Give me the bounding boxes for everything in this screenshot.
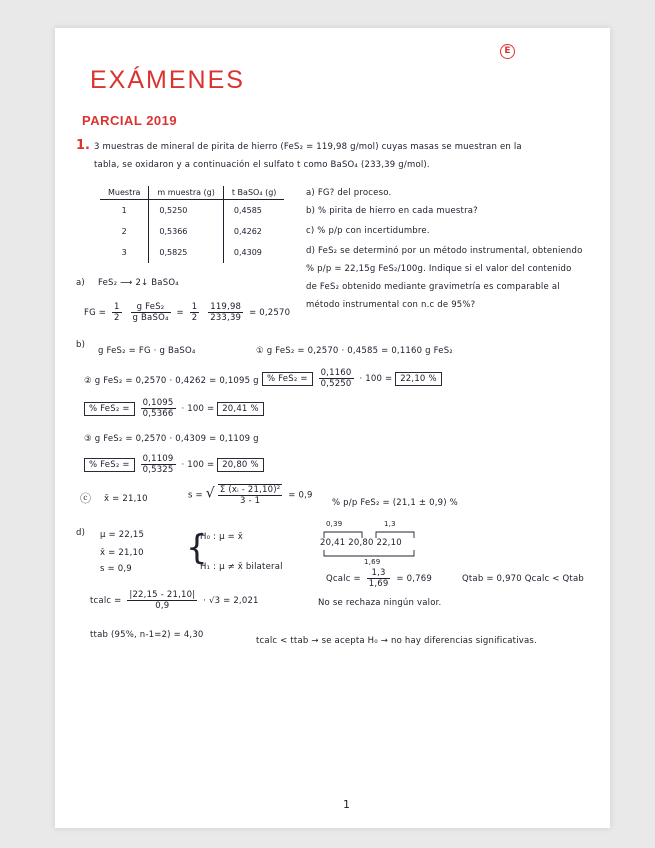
- table-header: t BaSO₄ (g): [223, 186, 284, 200]
- problem-number: 1.: [76, 138, 90, 153]
- std-dev-label: s =: [188, 490, 203, 501]
- part-b-formula: g FeS₂ = FG · g BaSO₄: [98, 346, 196, 356]
- equals-sign: =: [176, 308, 184, 318]
- table-cell: 0,5366: [149, 221, 223, 242]
- fraction-numerator: 1,3: [367, 568, 391, 579]
- samples-table-container: [100, 186, 284, 263]
- part-d-xbar: x̄ = 21,10: [100, 548, 144, 558]
- sample3-percent: [84, 454, 264, 475]
- fraction-numerator: 1: [191, 302, 198, 312]
- t-calc-result: · √3 = 2,021: [203, 596, 259, 606]
- q-tab: Qtab = 0,970 Qcalc < Qtab: [462, 574, 584, 584]
- fraction-denominator: 1,69: [368, 579, 389, 589]
- fraction-numerator: 119,98: [210, 302, 242, 312]
- fraction-denominator: 2: [114, 313, 120, 323]
- sample2-times: · 100 =: [181, 404, 215, 414]
- fraction-numerator: Σ (xᵢ - 21,10)²: [219, 485, 281, 495]
- fraction-denominator: g BaSO₄: [132, 313, 169, 323]
- table-header: Muestra: [100, 186, 149, 200]
- q-calc-label: Qcalc =: [326, 574, 361, 584]
- q-calc-result: = 0,769: [396, 574, 432, 584]
- sample3-times: · 100 =: [181, 460, 215, 470]
- fraction-numerator: |22,15 - 21,10|: [129, 590, 196, 600]
- table-cell: 2: [121, 227, 127, 236]
- sample1-times: · 100 =: [359, 374, 393, 384]
- samples-table: [100, 186, 284, 263]
- q-note: No se rechaza ningún valor.: [318, 598, 442, 608]
- fraction-denominator: 3 - 1: [239, 496, 261, 506]
- question-d-line1: d) FeS₂ se determinó por un método instrumental, obteniendo: [306, 246, 583, 256]
- sample3-pct-label: % FeS₂ =: [84, 458, 135, 472]
- page-subtitle: PARCIAL 2019: [82, 113, 178, 128]
- fraction-denominator: 0,5250: [320, 379, 352, 389]
- hypothesis-h0: H₀ : μ = x̄: [200, 532, 244, 542]
- sample2-calc: ② g FeS₂ = 0,2570 · 0,4262 = 0,1095 g: [84, 376, 259, 386]
- t-calc-label: tcalc =: [90, 596, 122, 606]
- sample3-result: 20,80 %: [217, 458, 264, 472]
- fraction-numerator: 0,1160: [320, 368, 352, 378]
- t-calc: [90, 590, 259, 611]
- page-title: EXÁMENES: [90, 66, 245, 94]
- table-cell: 0,5250: [149, 200, 223, 222]
- part-c-std-dev: s = √ $\frac{\text{Σ (xᵢ - 21,10)²}}{3 - 1}$ = 0,9: [188, 485, 313, 506]
- part-d-s: s = 0,9: [100, 564, 132, 574]
- q-gap2: 1,3: [384, 520, 396, 528]
- part-c-label: ⓒ: [80, 492, 92, 505]
- part-b-label: b): [76, 340, 86, 350]
- fraction-numerator: 0,1109: [142, 454, 174, 464]
- sample1-result: 22,10 %: [395, 372, 442, 386]
- sample2-result: 20,41 %: [217, 402, 264, 416]
- q-range: 1,69: [364, 558, 381, 566]
- part-a-reaction: FeS₂ ⟶ 2↓ BaSO₄: [98, 278, 179, 288]
- table-row: [100, 242, 284, 263]
- part-c-final: % p/p FeS₂ = (21,1 ± 0,9) %: [332, 498, 458, 508]
- part-c-mean: x̄ = 21,10: [104, 494, 148, 504]
- table-cell: 0,4309: [223, 242, 284, 263]
- t-tab: ttab (95%, n-1=2) = 4,30: [90, 630, 204, 640]
- std-dev-result: = 0,9: [288, 490, 313, 501]
- hypothesis-h1: H₁ : μ ≠ x̄ bilateral: [200, 562, 283, 572]
- page-number: 1: [343, 798, 351, 811]
- question-d-line4: método instrumental con n.c de 95%?: [306, 300, 476, 310]
- problem-intro-line2: tabla, se oxidaron y a continuación el sulfato t como BaSO₄ (233,39 g/mol).: [94, 160, 430, 170]
- fraction-denominator: 2: [191, 313, 198, 323]
- table-cell: 3: [121, 248, 127, 257]
- fraction-numerator: 1: [114, 302, 120, 312]
- question-b: b) % pirita de hierro en cada muestra?: [306, 206, 478, 216]
- question-d-line2: % p/p = 22,15g FeS₂/100g. Indique si el valor del contenido: [306, 264, 572, 274]
- sample2-pct-label: % FeS₂ =: [84, 402, 135, 416]
- part-a-label: a): [76, 278, 85, 288]
- fg-label: FG =: [84, 308, 107, 318]
- table-header: m muestra (g): [149, 186, 223, 200]
- part-d-mu: μ = 22,15: [100, 530, 145, 540]
- table-row: [100, 200, 284, 222]
- e-logo-icon: E: [500, 44, 515, 59]
- fraction-denominator: 0,5325: [142, 465, 174, 475]
- fg-result: = 0,2570: [249, 308, 291, 318]
- table-cell: 0,4585: [223, 200, 284, 222]
- fraction-numerator: g FeS₂: [131, 302, 171, 313]
- sample1-percent: [262, 368, 442, 389]
- sample2-percent: [84, 398, 264, 419]
- sample1-pct-label: % FeS₂ =: [262, 372, 313, 386]
- part-a-fg-equation: [84, 302, 290, 323]
- fraction-denominator: 233,39: [210, 313, 242, 323]
- fraction-denominator: 0,5366: [142, 409, 174, 419]
- question-c: c) % p/p con incertidumbre.: [306, 226, 430, 236]
- fraction-numerator: 0,1095: [142, 398, 174, 408]
- question-d-line3: de FeS₂ obtenido mediante gravimetría es comparable al: [306, 282, 560, 292]
- problem-intro-line1: 3 muestras de mineral de pirita de hierro (FeS₂ = 119,98 g/mol) cuyas masas se muestran en la: [94, 142, 522, 152]
- question-a: a) FG? del proceso.: [306, 188, 392, 198]
- q-series: 20,41 20,80 22,10: [320, 538, 402, 548]
- conclusion: tcalc < ttab → se acepta H₀ → no hay diferencias significativas.: [256, 636, 537, 646]
- q-gap1: 0,39: [326, 520, 343, 528]
- table-cell: 0,5825: [149, 242, 223, 263]
- sample3-calc: ③ g FeS₂ = 0,2570 · 0,4309 = 0,1109 g: [84, 434, 259, 444]
- table-cell: 1: [121, 206, 127, 215]
- table-row: [100, 221, 284, 242]
- hypothesis-brace-icon: {: [186, 528, 208, 568]
- fraction-denominator: 0,9: [155, 601, 170, 611]
- q-calc: [326, 568, 432, 589]
- table-cell: 0,4262: [223, 221, 284, 242]
- sample1-calc: ① g FeS₂ = 0,2570 · 0,4585 = 0,1160 g FeS₂: [256, 346, 453, 356]
- part-d-label: d): [76, 528, 86, 538]
